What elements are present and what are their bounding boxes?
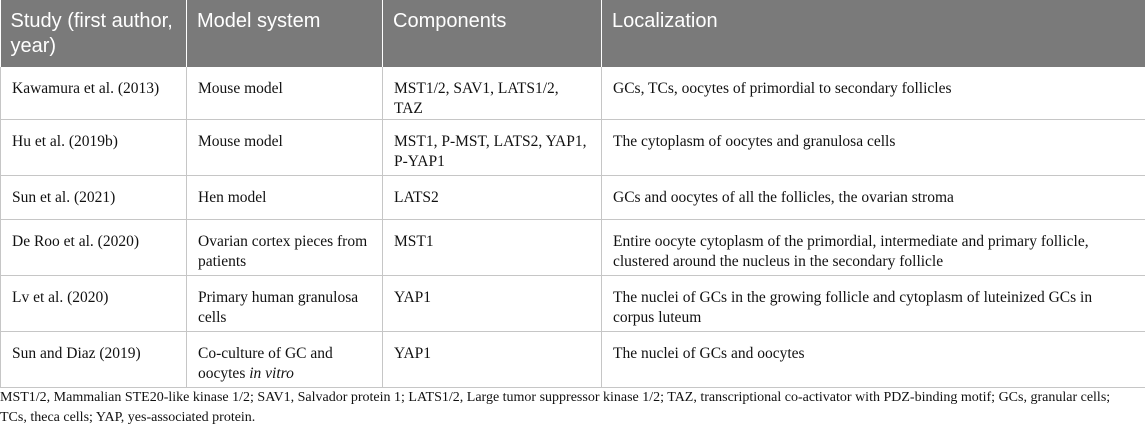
cell-study: De Roo et al. (2020): [1, 220, 187, 276]
table-row: [1, 176, 1145, 220]
model-text: Ovarian cortex pieces from patients: [198, 233, 368, 270]
cell-model-system: [187, 276, 383, 332]
table-row: [1, 67, 1145, 120]
table-row: [1, 120, 1145, 176]
header-localization: Localization: [602, 0, 1145, 67]
cell-components: MST1, P-MST, LATS2, YAP1, P-YAP1: [383, 120, 602, 176]
table-header: [1, 0, 1145, 67]
model-text: Hen model: [198, 189, 267, 206]
cell-components: MST1/2, SAV1, LATS1/2, TAZ: [383, 67, 602, 120]
cell-study: Kawamura et al. (2013): [1, 67, 187, 120]
cell-model-system: [187, 332, 383, 388]
table-row: [1, 276, 1145, 332]
header-components: Components: [383, 0, 602, 67]
model-text: Mouse model: [198, 133, 283, 150]
cell-components: YAP1: [383, 332, 602, 388]
table-footnote: MST1/2, Mammalian STE20-like kinase 1/2; SAV1, Salvador protein 1; LATS1/2, Large tumor suppressor kinase 1/2; TAZ, transcriptional co-activator with PDZ-binding motif; GCs, granular cells; TCs, theca cells; YAP, yes-associated protein.: [0, 390, 1111, 425]
cell-localization: GCs, TCs, oocytes of primordial to secondary follicles: [602, 67, 1145, 120]
cell-model-system: [187, 67, 383, 120]
cell-study: Lv et al. (2020): [1, 276, 187, 332]
header-study: Study (first author, year): [1, 0, 187, 67]
header-model-system: Model system: [187, 0, 383, 67]
cell-model-system: [187, 220, 383, 276]
cell-study: Hu et al. (2019b): [1, 120, 187, 176]
cell-localization: GCs and oocytes of all the follicles, the ovarian stroma: [602, 176, 1145, 220]
model-text: Mouse model: [198, 80, 283, 97]
cell-components: LATS2: [383, 176, 602, 220]
cell-localization: The nuclei of GCs and oocytes: [602, 332, 1145, 388]
cell-study: Sun et al. (2021): [1, 176, 187, 220]
cell-localization: The nuclei of GCs in the growing follicle and cytoplasm of luteinized GCs in corpus luteum: [602, 276, 1145, 332]
cell-components: YAP1: [383, 276, 602, 332]
model-text: Co-culture of GC and oocytes: [198, 345, 333, 382]
cell-localization: Entire oocyte cytoplasm of the primordial, intermediate and primary follicle, clustered around the nucleus in the secondary follicle: [602, 220, 1145, 276]
table-row: [1, 220, 1145, 276]
model-italic-text: in vitro: [249, 365, 294, 382]
model-text: Primary human granulosa cells: [198, 289, 359, 326]
cell-study: Sun and Diaz (2019): [1, 332, 187, 388]
table-row: [1, 332, 1145, 388]
cell-model-system: [187, 176, 383, 220]
cell-localization: The cytoplasm of oocytes and granulosa cells: [602, 120, 1145, 176]
cell-components: MST1: [383, 220, 602, 276]
cell-model-system: [187, 120, 383, 176]
